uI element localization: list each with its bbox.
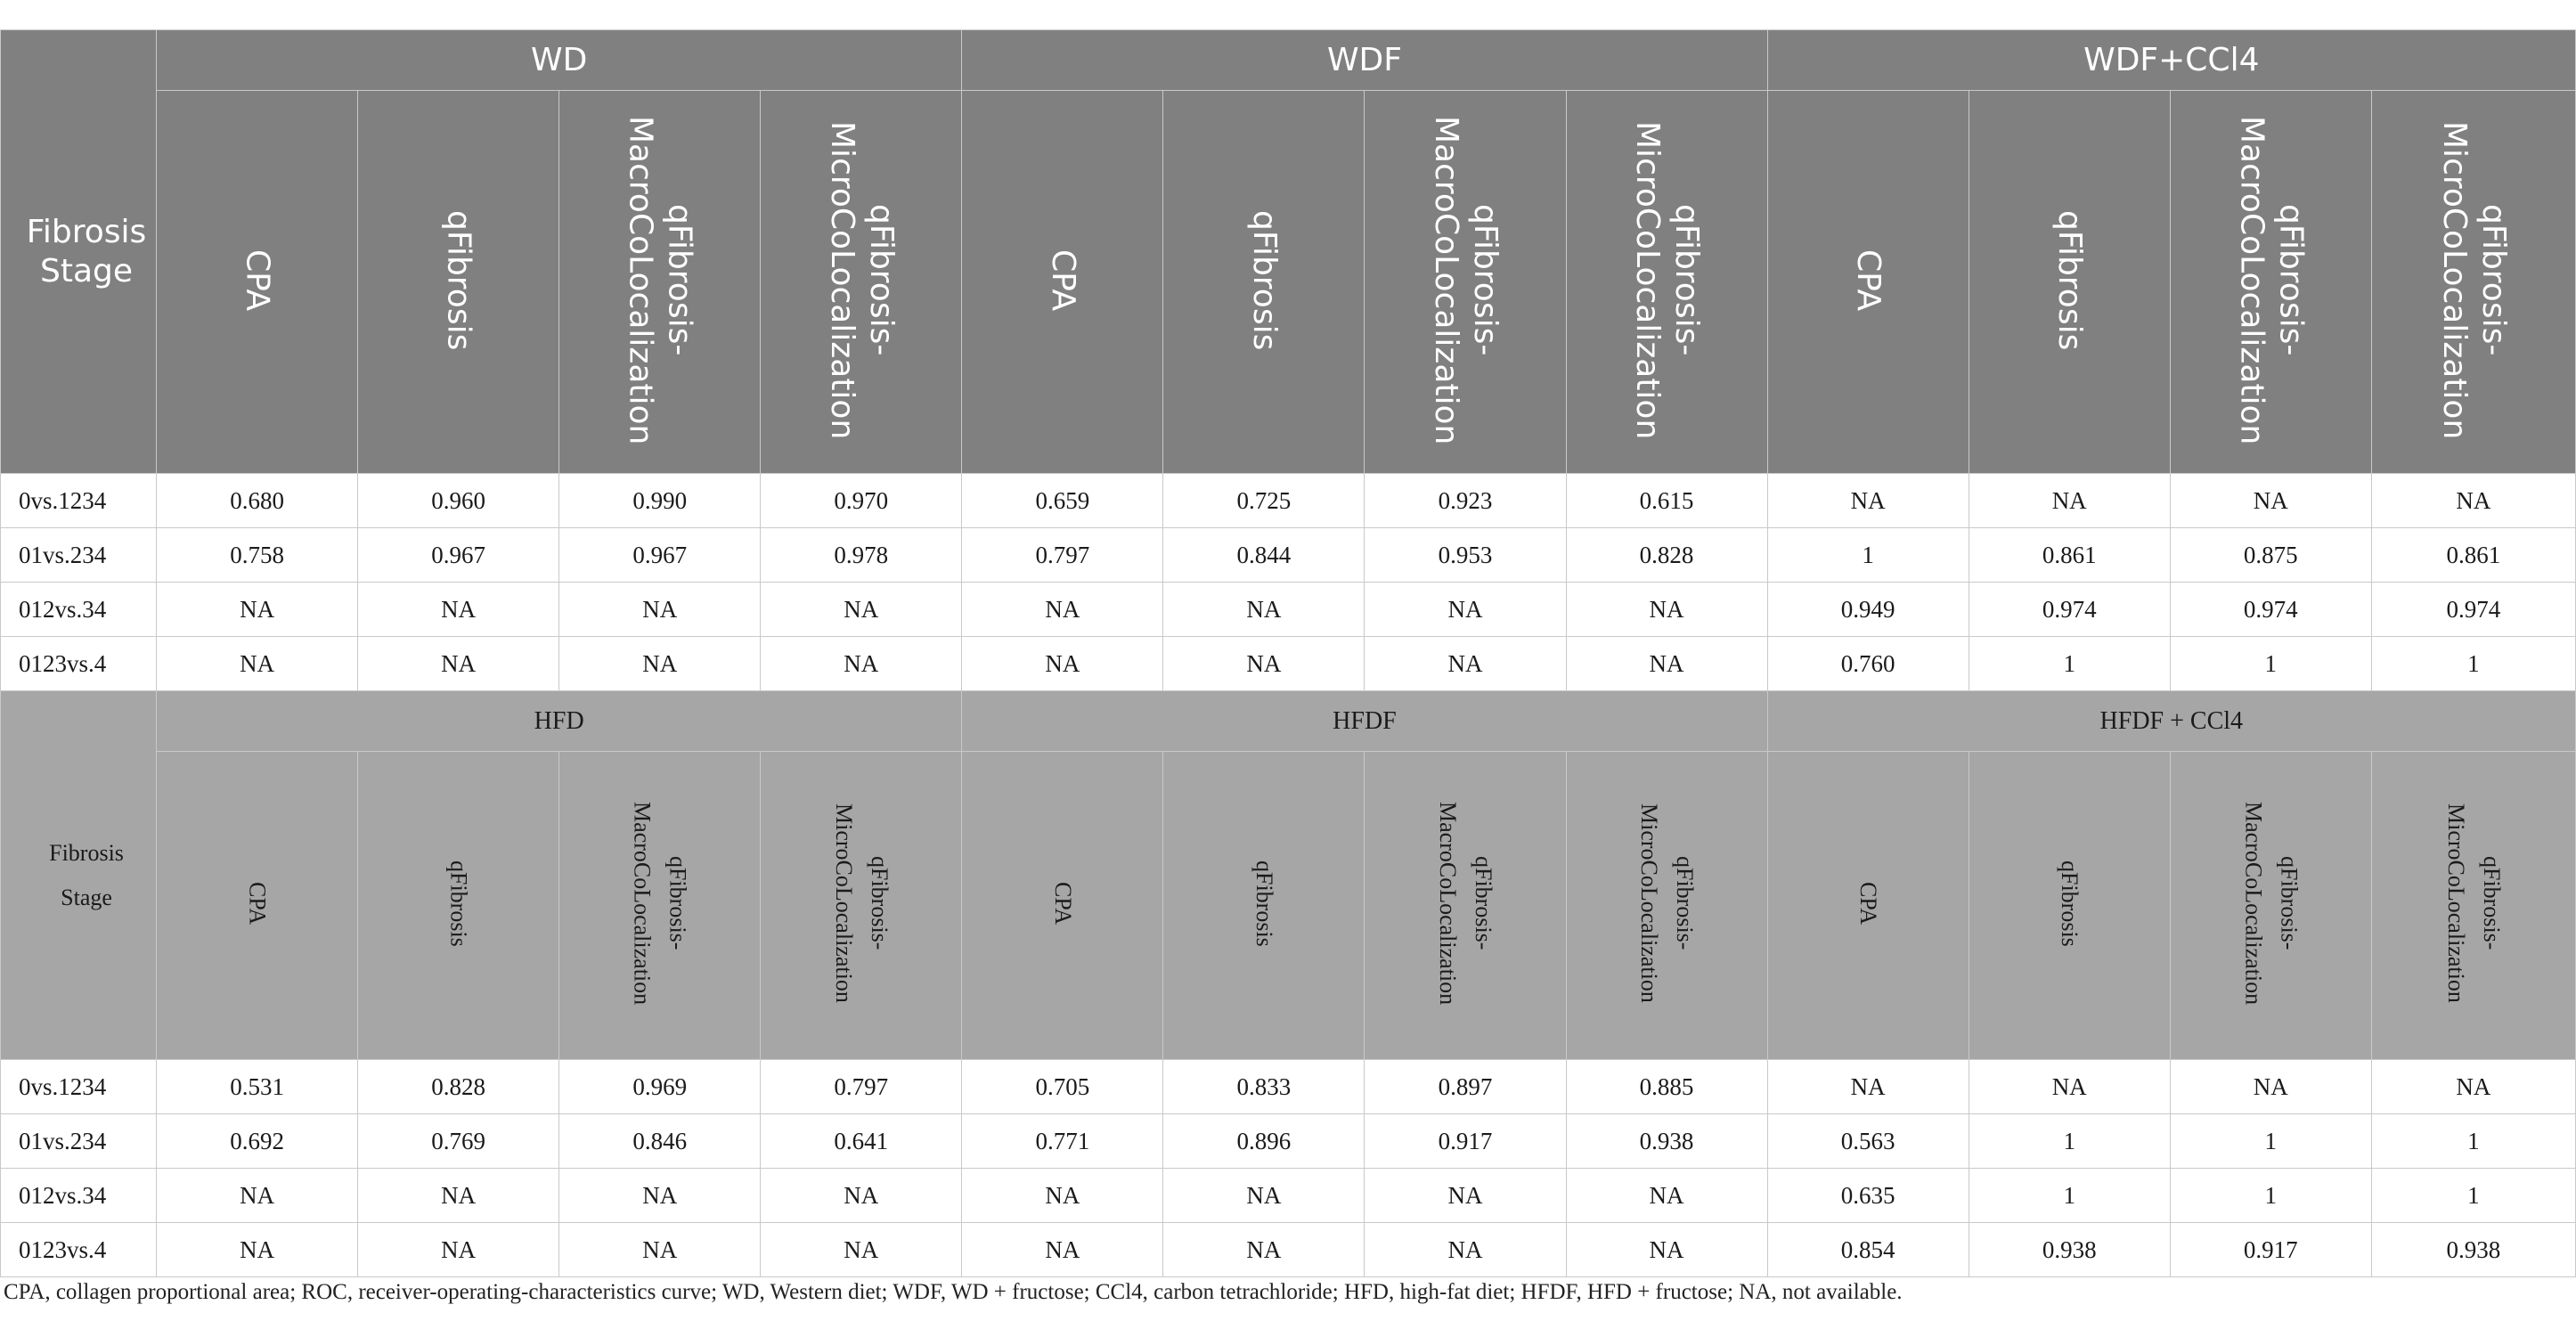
- value-cell: NA: [2170, 1060, 2371, 1114]
- column-header: qFibrosis: [1969, 752, 2170, 1060]
- value-cell: 0.615: [1566, 474, 1767, 528]
- column-header: qFibrosis: [358, 752, 559, 1060]
- value-cell: 1: [1969, 1169, 2170, 1223]
- value-cell: 0.978: [761, 528, 962, 583]
- table-row: [1, 528, 2576, 583]
- top-group-header: WDF: [962, 30, 1767, 91]
- value-cell: 0.974: [2371, 583, 2575, 637]
- value-cell: NA: [1566, 583, 1767, 637]
- value-cell: NA: [1566, 1169, 1767, 1223]
- value-cell: NA: [559, 1223, 761, 1277]
- bottom-column-header-row: [1, 752, 2576, 1060]
- value-cell: 0.953: [1365, 528, 1566, 583]
- table-row: [1, 1060, 2576, 1114]
- value-cell: 0.833: [1163, 1060, 1365, 1114]
- value-cell: NA: [2371, 474, 2575, 528]
- value-cell: 0.760: [1767, 637, 1969, 691]
- value-cell: 0.705: [962, 1060, 1163, 1114]
- value-cell: NA: [358, 1169, 559, 1223]
- top-group-header-row: [1, 30, 2576, 91]
- value-cell: 0.974: [1969, 583, 2170, 637]
- value-cell: NA: [761, 1223, 962, 1277]
- top-group-header: WDF+CCl4: [1767, 30, 2575, 91]
- table-row: [1, 637, 2576, 691]
- value-cell: 1: [2371, 637, 2575, 691]
- value-cell: NA: [157, 1223, 358, 1277]
- value-cell: 1: [2170, 1169, 2371, 1223]
- stage-cell: 012vs.34: [1, 1169, 157, 1223]
- value-cell: 0.725: [1163, 474, 1365, 528]
- value-cell: NA: [2371, 1060, 2575, 1114]
- value-cell: NA: [559, 1169, 761, 1223]
- value-cell: NA: [761, 1169, 962, 1223]
- column-header: qFibrosis: [1969, 91, 2170, 474]
- value-cell: 0.692: [157, 1114, 358, 1169]
- column-header: qFibrosis- MicroCoLocalization: [1566, 91, 1767, 474]
- value-cell: 0.861: [1969, 528, 2170, 583]
- column-header: qFibrosis: [358, 91, 559, 474]
- value-cell: NA: [1163, 583, 1365, 637]
- value-cell: 0.846: [559, 1114, 761, 1169]
- value-cell: NA: [1365, 583, 1566, 637]
- column-header: CPA: [1767, 752, 1969, 1060]
- value-cell: 0.861: [2371, 528, 2575, 583]
- value-cell: NA: [1566, 637, 1767, 691]
- value-cell: NA: [358, 637, 559, 691]
- value-cell: 0.797: [962, 528, 1163, 583]
- top-column-header-row: [1, 91, 2576, 474]
- value-cell: 0.885: [1566, 1060, 1767, 1114]
- value-cell: 0.967: [358, 528, 559, 583]
- table-row: [1, 1223, 2576, 1277]
- column-header: qFibrosis- MacroCoLocalization: [1365, 91, 1566, 474]
- value-cell: 0.967: [559, 528, 761, 583]
- value-cell: NA: [358, 1223, 559, 1277]
- value-cell: NA: [1969, 474, 2170, 528]
- value-cell: NA: [1163, 1169, 1365, 1223]
- column-header: qFibrosis- MacroCoLocalization: [2170, 91, 2371, 474]
- value-cell: 1: [1969, 1114, 2170, 1169]
- stage-cell: 0vs.1234: [1, 474, 157, 528]
- value-cell: 1: [1767, 528, 1969, 583]
- value-cell: NA: [962, 583, 1163, 637]
- value-cell: NA: [962, 1169, 1163, 1223]
- value-cell: 0.531: [157, 1060, 358, 1114]
- bottom-group-header-row: [1, 691, 2576, 752]
- stage-cell: 0123vs.4: [1, 1223, 157, 1277]
- value-cell: 0.758: [157, 528, 358, 583]
- value-cell: 0.917: [2170, 1223, 2371, 1277]
- value-cell: 0.797: [761, 1060, 962, 1114]
- value-cell: NA: [1163, 1223, 1365, 1277]
- stage-cell: 012vs.34: [1, 583, 157, 637]
- value-cell: 0.897: [1365, 1060, 1566, 1114]
- bottom-group-header: HFDF: [962, 691, 1767, 752]
- table-row: [1, 583, 2576, 637]
- value-cell: 0.828: [1566, 528, 1767, 583]
- value-cell: NA: [358, 583, 559, 637]
- bottom-stage-header: Fibrosis Stage: [1, 691, 157, 1060]
- value-cell: NA: [1365, 1169, 1566, 1223]
- value-cell: 0.659: [962, 474, 1163, 528]
- value-cell: 0.960: [358, 474, 559, 528]
- value-cell: 0.828: [358, 1060, 559, 1114]
- table-row: [1, 1169, 2576, 1223]
- column-header: qFibrosis- MicroCoLocalization: [2371, 752, 2575, 1060]
- value-cell: NA: [2170, 474, 2371, 528]
- value-cell: NA: [157, 583, 358, 637]
- value-cell: NA: [559, 637, 761, 691]
- column-header: qFibrosis: [1163, 91, 1365, 474]
- value-cell: NA: [157, 1169, 358, 1223]
- value-cell: 1: [2170, 1114, 2371, 1169]
- column-header: CPA: [962, 91, 1163, 474]
- auc-table-container: [0, 29, 2576, 1277]
- column-header: qFibrosis: [1163, 752, 1365, 1060]
- value-cell: 0.641: [761, 1114, 962, 1169]
- value-cell: NA: [761, 583, 962, 637]
- value-cell: NA: [1969, 1060, 2170, 1114]
- value-cell: 0.949: [1767, 583, 1969, 637]
- value-cell: 0.938: [1566, 1114, 1767, 1169]
- value-cell: NA: [962, 1223, 1163, 1277]
- column-header: CPA: [962, 752, 1163, 1060]
- value-cell: NA: [1163, 637, 1365, 691]
- value-cell: 0.844: [1163, 528, 1365, 583]
- value-cell: 1: [2170, 637, 2371, 691]
- value-cell: NA: [761, 637, 962, 691]
- stage-cell: 0vs.1234: [1, 1060, 157, 1114]
- column-header: qFibrosis- MacroCoLocalization: [559, 752, 761, 1060]
- value-cell: 0.771: [962, 1114, 1163, 1169]
- value-cell: 0.769: [358, 1114, 559, 1169]
- value-cell: NA: [1767, 1060, 1969, 1114]
- column-header: qFibrosis- MicroCoLocalization: [2371, 91, 2575, 474]
- column-header: CPA: [157, 752, 358, 1060]
- top-group-header: WD: [157, 30, 962, 91]
- column-header: CPA: [157, 91, 358, 474]
- value-cell: 0.563: [1767, 1114, 1969, 1169]
- value-cell: 0.680: [157, 474, 358, 528]
- value-cell: 0.854: [1767, 1223, 1969, 1277]
- value-cell: 0.969: [559, 1060, 761, 1114]
- column-header: qFibrosis- MacroCoLocalization: [1365, 752, 1566, 1060]
- value-cell: 0.635: [1767, 1169, 1969, 1223]
- stage-cell: 0123vs.4: [1, 637, 157, 691]
- value-cell: 0.938: [1969, 1223, 2170, 1277]
- value-cell: NA: [1566, 1223, 1767, 1277]
- stage-cell: 01vs.234: [1, 528, 157, 583]
- column-header: qFibrosis- MicroCoLocalization: [761, 91, 962, 474]
- value-cell: 1: [2371, 1114, 2575, 1169]
- value-cell: 0.990: [559, 474, 761, 528]
- stage-cell: 01vs.234: [1, 1114, 157, 1169]
- table-footnote: CPA, collagen proportional area; ROC, receiver-operating-characteristics curve; WD, Western diet; WDF, WD + fructose; CCl4, carbon tetrachloride; HFD, high-fat diet; HFDF, HFD + fructose; NA, not available.: [4, 1280, 1903, 1304]
- bottom-group-header: HFDF + CCl4: [1767, 691, 2575, 752]
- value-cell: NA: [1365, 637, 1566, 691]
- value-cell: 0.923: [1365, 474, 1566, 528]
- table-row: [1, 474, 2576, 528]
- column-header: qFibrosis- MacroCoLocalization: [2170, 752, 2371, 1060]
- value-cell: NA: [1365, 1223, 1566, 1277]
- column-header: CPA: [1767, 91, 1969, 474]
- column-header: qFibrosis- MicroCoLocalization: [1566, 752, 1767, 1060]
- value-cell: 0.938: [2371, 1223, 2575, 1277]
- value-cell: 1: [1969, 637, 2170, 691]
- auc-table: [0, 29, 2576, 1277]
- value-cell: NA: [962, 637, 1163, 691]
- table-row: [1, 1114, 2576, 1169]
- value-cell: 0.917: [1365, 1114, 1566, 1169]
- value-cell: 0.970: [761, 474, 962, 528]
- column-header: qFibrosis- MicroCoLocalization: [761, 752, 962, 1060]
- bottom-group-header: HFD: [157, 691, 962, 752]
- value-cell: NA: [1767, 474, 1969, 528]
- column-header: qFibrosis- MacroCoLocalization: [559, 91, 761, 474]
- value-cell: NA: [157, 637, 358, 691]
- value-cell: NA: [559, 583, 761, 637]
- value-cell: 0.875: [2170, 528, 2371, 583]
- value-cell: 0.974: [2170, 583, 2371, 637]
- value-cell: 1: [2371, 1169, 2575, 1223]
- top-stage-header: Fibrosis Stage: [1, 30, 157, 474]
- value-cell: 0.896: [1163, 1114, 1365, 1169]
